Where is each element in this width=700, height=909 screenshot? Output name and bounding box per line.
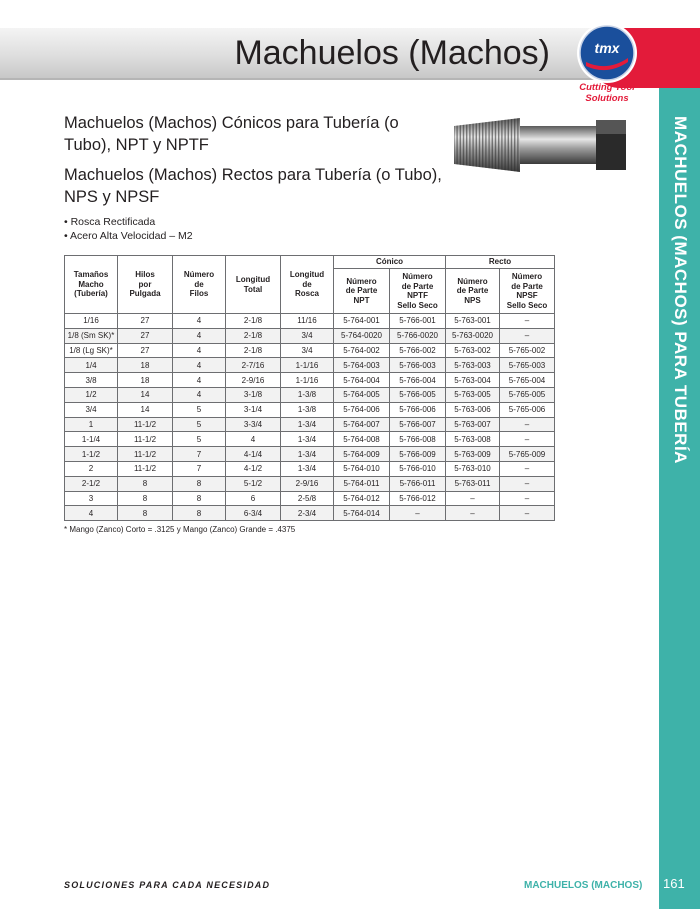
table-cell: 5-766-001	[390, 314, 446, 329]
table-cell: 4	[173, 387, 226, 402]
table-row	[65, 491, 555, 506]
col-nptf: Número de Parte NPTF Sello Seco	[390, 269, 446, 314]
table-cell: 5-766-0020	[390, 328, 446, 343]
col-npt: Número de Parte NPT	[334, 269, 390, 314]
table-cell: 5-764-005	[334, 387, 390, 402]
table-cell: 3/4	[281, 343, 334, 358]
table-cell: 1/16	[65, 314, 118, 329]
table-cell: 5	[173, 432, 226, 447]
page-number: 161	[663, 876, 685, 891]
col-tamano: Tamaños Macho (Tubería)	[65, 256, 118, 314]
table-cell: 5-764-006	[334, 402, 390, 417]
table-cell: 5-763-003	[446, 358, 500, 373]
table-row	[65, 387, 555, 402]
table-cell: 5-764-014	[334, 506, 390, 521]
table-cell: 1/8 (Lg SK)*	[65, 343, 118, 358]
col-hilos: Hilos por Pulgada	[118, 256, 173, 314]
table-row	[65, 402, 555, 417]
table-cell: 5-764-002	[334, 343, 390, 358]
table-cell: 11-1/2	[118, 432, 173, 447]
footnote: * Mango (Zanco) Corto = .3125 y Mango (Zanco) Grande = .4375	[64, 525, 296, 534]
feature-list	[64, 215, 193, 243]
table-cell: 1-3/8	[281, 387, 334, 402]
table-cell: –	[500, 314, 555, 329]
table-row	[65, 343, 555, 358]
table-cell: 4	[173, 343, 226, 358]
table-cell: 3-3/4	[226, 417, 281, 432]
page-title: Machuelos (Machos)	[234, 34, 550, 72]
table-row	[65, 417, 555, 432]
table-cell: 8	[173, 506, 226, 521]
table-row	[65, 373, 555, 388]
table-cell: 2-3/4	[281, 506, 334, 521]
table-cell: 5	[173, 402, 226, 417]
feature-item: • Rosca Rectificada	[64, 215, 193, 229]
table-cell: –	[500, 476, 555, 491]
table-cell: –	[500, 432, 555, 447]
heading-recto: Machuelos (Machos) Rectos para Tubería (o Tubo), NPS y NPSF	[64, 166, 442, 206]
table-cell: 1/2	[65, 387, 118, 402]
table-cell: 1-3/4	[281, 447, 334, 462]
table-cell: 1/8 (Sm SK)*	[65, 328, 118, 343]
table-cell: 6-3/4	[226, 506, 281, 521]
table-cell: 5-764-009	[334, 447, 390, 462]
table-cell: 1-3/4	[281, 417, 334, 432]
table-cell: 5-766-002	[390, 343, 446, 358]
footer-section: MACHUELOS (MACHOS)	[524, 880, 643, 891]
table-cell: 4	[173, 358, 226, 373]
table-cell: 5-763-0020	[446, 328, 500, 343]
table-cell: 5-764-0020	[334, 328, 390, 343]
table-cell: 3/8	[65, 373, 118, 388]
logo-text: tmx	[594, 40, 620, 56]
group-recto: Recto	[446, 256, 555, 269]
table-cell: 2-9/16	[281, 476, 334, 491]
table-row	[65, 506, 555, 521]
table-cell: 27	[118, 328, 173, 343]
table-cell: 1-1/4	[65, 432, 118, 447]
table-cell: 11/16	[281, 314, 334, 329]
table-cell: 5-763-005	[446, 387, 500, 402]
table-cell: 5-764-010	[334, 461, 390, 476]
table-row	[65, 461, 555, 476]
table-cell: 5-764-008	[334, 432, 390, 447]
table-cell: 5-763-006	[446, 402, 500, 417]
table-cell: 18	[118, 358, 173, 373]
table-cell: 8	[118, 506, 173, 521]
table-cell: 5-763-007	[446, 417, 500, 432]
table-row	[65, 447, 555, 462]
table-cell: 5	[173, 417, 226, 432]
table-cell: 5-763-002	[446, 343, 500, 358]
table-cell: 27	[118, 314, 173, 329]
table-cell: 8	[118, 476, 173, 491]
table-cell: 2-1/8	[226, 343, 281, 358]
table-cell: 5-766-005	[390, 387, 446, 402]
table-cell: 14	[118, 402, 173, 417]
table-cell: 5-765-005	[500, 387, 555, 402]
table-cell: 5-764-012	[334, 491, 390, 506]
table-cell: 5-764-004	[334, 373, 390, 388]
table-cell: 5-764-007	[334, 417, 390, 432]
table-cell: –	[390, 506, 446, 521]
table-cell: 3-1/8	[226, 387, 281, 402]
table-cell: 5-765-004	[500, 373, 555, 388]
table-cell: 1-3/4	[281, 461, 334, 476]
col-longitud-rosca: Longitud de Rosca	[281, 256, 334, 314]
table-cell: 3/4	[65, 402, 118, 417]
table-cell: 2-5/8	[281, 491, 334, 506]
spec-table-body	[65, 314, 555, 521]
table-cell: 11-1/2	[118, 447, 173, 462]
table-cell: 3	[65, 491, 118, 506]
table-cell: 5-766-003	[390, 358, 446, 373]
table-cell: 3/4	[281, 328, 334, 343]
table-cell: 4	[173, 328, 226, 343]
table-cell: 8	[118, 491, 173, 506]
table-row	[65, 476, 555, 491]
table-cell: 2-9/16	[226, 373, 281, 388]
table-cell: 5-763-011	[446, 476, 500, 491]
table-cell: 5-763-001	[446, 314, 500, 329]
table-cell: 5-764-001	[334, 314, 390, 329]
table-cell: 4	[226, 432, 281, 447]
table-cell: 8	[173, 491, 226, 506]
table-cell: 1/4	[65, 358, 118, 373]
table-cell: 2	[65, 461, 118, 476]
side-tab-label: MACHUELOS (MACHOS) PARA TUBERÍA	[671, 116, 690, 464]
table-cell: 5-766-008	[390, 432, 446, 447]
table-cell: 5-766-011	[390, 476, 446, 491]
table-cell: 7	[173, 461, 226, 476]
table-cell: 4-1/4	[226, 447, 281, 462]
table-cell: 18	[118, 373, 173, 388]
footer-slogan: SOLUCIONES PARA CADA NECESIDAD	[64, 880, 271, 890]
table-cell: –	[500, 506, 555, 521]
table-row	[65, 358, 555, 373]
table-cell: 1	[65, 417, 118, 432]
col-filos: Número de Filos	[173, 256, 226, 314]
table-cell: –	[500, 461, 555, 476]
table-cell: 1-1/2	[65, 447, 118, 462]
table-cell: 6	[226, 491, 281, 506]
table-cell: 1-3/8	[281, 402, 334, 417]
pipe-tap-spec-table	[64, 255, 555, 521]
table-cell: 5-765-002	[500, 343, 555, 358]
table-cell: 11-1/2	[118, 417, 173, 432]
table-cell: 5-765-003	[500, 358, 555, 373]
table-cell: 14	[118, 387, 173, 402]
table-cell: 5-1/2	[226, 476, 281, 491]
logo-caption-line1: Cutting Tool	[579, 82, 635, 93]
table-cell: 5-764-011	[334, 476, 390, 491]
table-cell: 5-766-012	[390, 491, 446, 506]
pipe-tap-image	[450, 112, 630, 178]
table-cell: 5-766-010	[390, 461, 446, 476]
table-cell: 5-764-003	[334, 358, 390, 373]
logo-caption-line2: Solutions	[585, 93, 629, 104]
table-cell: 5-763-004	[446, 373, 500, 388]
table-cell: 1-3/4	[281, 432, 334, 447]
table-cell: 2-1/2	[65, 476, 118, 491]
table-cell: 5-763-009	[446, 447, 500, 462]
table-cell: 4	[65, 506, 118, 521]
logo-caption	[566, 82, 648, 104]
table-cell: –	[500, 491, 555, 506]
table-cell: 5-766-006	[390, 402, 446, 417]
tmx-logo	[576, 22, 638, 84]
table-cell: 2-1/8	[226, 314, 281, 329]
table-cell: 2-1/8	[226, 328, 281, 343]
col-nps: Número de Parte NPS	[446, 269, 500, 314]
table-cell: 4-1/2	[226, 461, 281, 476]
header-divider	[0, 78, 660, 80]
table-cell: –	[500, 417, 555, 432]
table-cell: 7	[173, 447, 226, 462]
group-conico: Cónico	[334, 256, 446, 269]
table-cell: 5-763-008	[446, 432, 500, 447]
table-cell: –	[500, 328, 555, 343]
table-cell: 5-766-007	[390, 417, 446, 432]
heading-conico: Machuelos (Machos) Cónicos para Tubería (o Tubo), NPT y NPTF	[64, 114, 399, 154]
table-cell: 8	[173, 476, 226, 491]
table-cell: 27	[118, 343, 173, 358]
table-cell: 1-1/16	[281, 358, 334, 373]
col-npsf: Número de Parte NPSF Sello Seco	[500, 269, 555, 314]
table-cell: 4	[173, 314, 226, 329]
table-cell: 11-1/2	[118, 461, 173, 476]
table-row	[65, 314, 555, 329]
table-cell: 5-763-010	[446, 461, 500, 476]
table-cell: 5-765-009	[500, 447, 555, 462]
table-cell: –	[446, 491, 500, 506]
table-row	[65, 432, 555, 447]
table-row	[65, 328, 555, 343]
table-cell: 2-7/16	[226, 358, 281, 373]
col-longitud-total: Longitud Total	[226, 256, 281, 314]
table-cell: 4	[173, 373, 226, 388]
table-cell: 5-766-004	[390, 373, 446, 388]
table-cell: 5-765-006	[500, 402, 555, 417]
table-cell: 5-766-009	[390, 447, 446, 462]
feature-item: • Acero Alta Velocidad – M2	[64, 229, 193, 243]
table-cell: –	[446, 506, 500, 521]
table-cell: 3-1/4	[226, 402, 281, 417]
table-cell: 1-1/16	[281, 373, 334, 388]
